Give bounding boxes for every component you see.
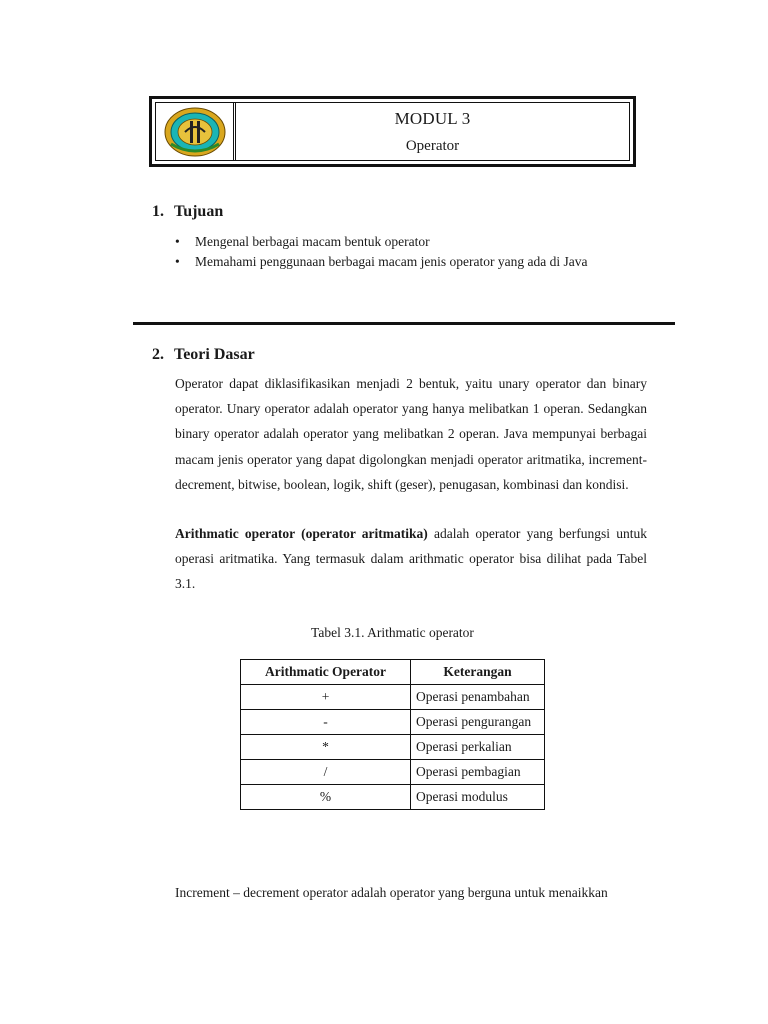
university-crest-icon xyxy=(163,106,227,158)
operator-cell: / xyxy=(241,760,411,785)
objectives-list xyxy=(175,232,587,272)
column-header: Arithmatic Operator xyxy=(241,660,411,685)
arithmetic-operator-table xyxy=(240,659,545,810)
module-header xyxy=(149,96,636,167)
list-item xyxy=(175,232,587,252)
list-item xyxy=(175,252,587,272)
table-header-row xyxy=(241,660,545,685)
list-item-text: Mengenal berbagai macam bentuk operator xyxy=(195,234,430,249)
table-row xyxy=(241,735,545,760)
operator-cell: % xyxy=(241,785,411,810)
operator-cell: * xyxy=(241,735,411,760)
description-cell: Operasi modulus xyxy=(411,785,545,810)
section-heading-tujuan xyxy=(152,203,223,221)
paragraph-text: adalah operator yang berfungsi untuk operasi aritmatika. Yang termasuk dalam arithmatic operator bisa dilihat pada Tabel 3.1. xyxy=(175,526,647,592)
title-cell xyxy=(236,103,629,160)
theory-paragraph-1: Operator dapat diklasifikasikan menjadi 2 bentuk, yaitu unary operator dan binary operator. Unary operator adalah operator yang hanya melibatkan 1 operan. Sedangkan binary operator adalah operator yang melibatkan 2 operan. Java mempunyai berbagai macam jenis operator yang dapat digolongkan menjadi operator aritmatika, increment-decrement, bitwise, boolean, logik, shift (geser), penugasan, kombinasi dan kondisi. xyxy=(175,376,647,492)
logo-cell xyxy=(156,103,236,160)
bullet-icon: • xyxy=(175,254,180,269)
description-cell: Operasi penambahan xyxy=(411,685,545,710)
operator-cell: - xyxy=(241,710,411,735)
table-caption: Tabel 3.1. Arithmatic operator xyxy=(311,625,474,640)
theory-paragraph-2 xyxy=(175,521,647,597)
operator-cell: + xyxy=(241,685,411,710)
table-row xyxy=(241,760,545,785)
bold-term: Arithmatic operator (operator aritmatika) xyxy=(175,526,428,541)
section-number: 1. xyxy=(152,203,164,220)
section-divider xyxy=(133,322,675,325)
description-cell: Operasi pembagian xyxy=(411,760,545,785)
section-title: Tujuan xyxy=(174,203,224,220)
column-header: Keterangan xyxy=(411,660,545,685)
description-cell: Operasi perkalian xyxy=(411,735,545,760)
section-title: Teori Dasar xyxy=(174,346,255,363)
section-heading-teori-dasar xyxy=(152,346,255,364)
module-subtitle: Operator xyxy=(405,138,460,154)
table-row xyxy=(241,785,545,810)
description-cell: Operasi pengurangan xyxy=(411,710,545,735)
section-number: 2. xyxy=(152,346,164,363)
module-title: MODUL 3 xyxy=(394,109,471,128)
table-row xyxy=(241,710,545,735)
continuation-text: Increment – decrement operator adalah operator yang berguna untuk menaikkan xyxy=(175,885,608,900)
table-row xyxy=(241,685,545,710)
bullet-icon: • xyxy=(175,234,180,249)
list-item-text: Memahami penggunaan berbagai macam jenis operator yang ada di Java xyxy=(195,254,588,269)
